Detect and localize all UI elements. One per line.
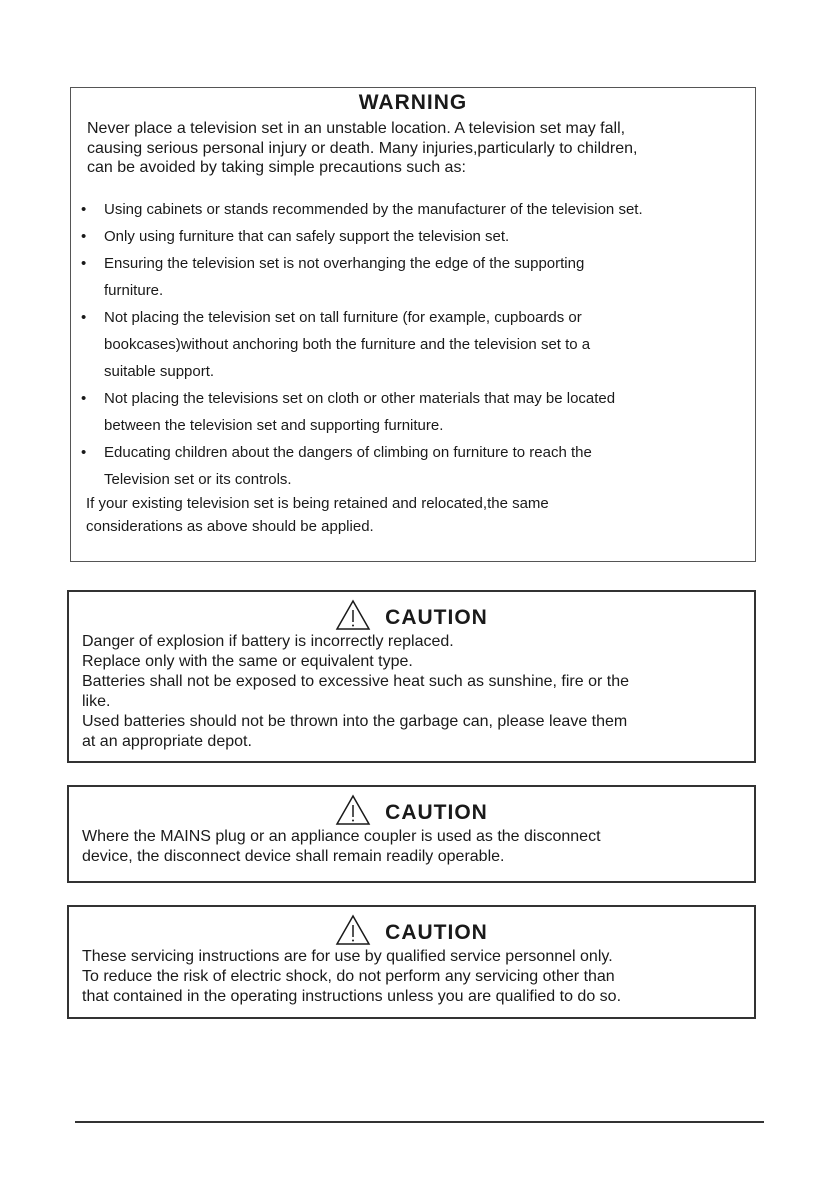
warning-intro-line: can be avoided by taking simple precautions such as: (87, 159, 466, 176)
caution-line: device, the disconnect device shall remain readily operable. (82, 848, 505, 865)
warning-intro (87, 119, 757, 178)
caution-line: These servicing instructions are for use by qualified service personnel only. (82, 948, 613, 965)
warning-precautions-list (77, 196, 757, 493)
caution-box-battery (67, 590, 756, 763)
caution-line: Replace only with the same or equivalent type. (82, 653, 413, 670)
caution-text (82, 632, 629, 752)
precaution-item: • Only using furniture that can safely support the television set. (77, 223, 757, 250)
footer-divider (75, 1121, 764, 1123)
warning-title: WARNING (358, 91, 468, 114)
warning-outro (86, 492, 549, 538)
caution-text (82, 827, 601, 867)
caution-box-mains (67, 785, 756, 883)
caution-title-text: CAUTION (385, 921, 488, 944)
precaution-item-cont: suitable support. (104, 363, 215, 380)
precaution-item-cont: Television set or its controls. (104, 471, 292, 488)
caution-text (82, 947, 621, 1007)
warning-triangle-icon (335, 914, 371, 946)
caution-line: like. (82, 693, 111, 710)
caution-line: at an appropriate depot. (82, 733, 252, 750)
warning-outro-line: considerations as above should be applied. (86, 518, 374, 535)
caution-title (69, 797, 754, 827)
warning-triangle-icon (335, 794, 371, 826)
precaution-item: • Not placing the television set on tall furniture (for example, cupboards or (77, 304, 757, 331)
caution-line: Batteries shall not be exposed to excessive heat such as sunshine, fire or the (82, 673, 629, 690)
precaution-item-cont: between the television set and supporting furniture. (104, 417, 444, 434)
caution-line: Danger of explosion if battery is incorrectly replaced. (82, 633, 454, 650)
caution-line: that contained in the operating instructions unless you are qualified to do so. (82, 988, 622, 1005)
caution-title (69, 917, 754, 947)
warning-intro-line: Never place a television set in an unstable location. A television set may fall, (87, 120, 626, 137)
caution-box-service (67, 905, 756, 1019)
warning-outro-line: If your existing television set is being retained and relocated,the same (86, 495, 549, 512)
precaution-item-cont: furniture. (104, 282, 164, 299)
warning-intro-line: causing serious personal injury or death. Many injuries,particularly to children, (87, 139, 638, 157)
precaution-item: • Ensuring the television set is not overhanging the edge of the supporting (77, 250, 757, 277)
precaution-item: • Educating children about the dangers of climbing on furniture to reach the (77, 439, 757, 466)
precaution-item-cont: bookcases)without anchoring both the furniture and the television set to a (104, 336, 591, 353)
caution-line: Used batteries should not be thrown into the garbage can, please leave them (82, 713, 628, 730)
caution-title-text: CAUTION (385, 801, 488, 824)
warning-box (70, 87, 756, 562)
caution-title-text: CAUTION (385, 606, 488, 629)
caution-line: To reduce the risk of electric shock, do not perform any servicing other than (82, 968, 615, 985)
caution-line: Where the MAINS plug or an appliance coupler is used as the disconnect (82, 828, 601, 845)
caution-title (69, 602, 754, 632)
precaution-item: • Not placing the televisions set on cloth or other materials that may be located (77, 385, 757, 412)
precaution-item: • Using cabinets or stands recommended by the manufacturer of the television set. (77, 196, 757, 223)
warning-triangle-icon (335, 599, 371, 631)
